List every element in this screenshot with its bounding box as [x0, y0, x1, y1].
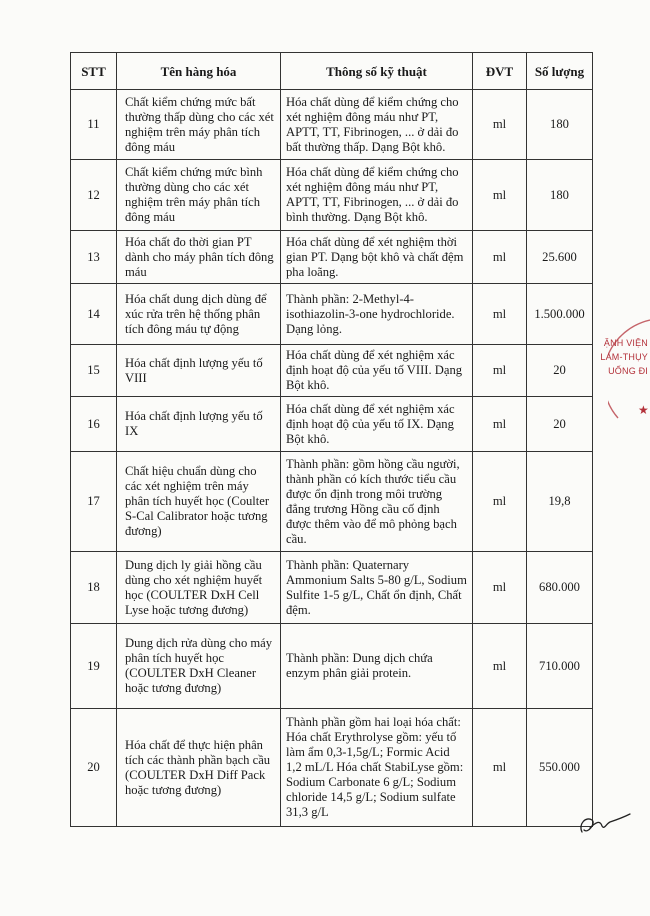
row-stt: 13	[71, 231, 117, 284]
table-row	[71, 452, 593, 552]
row-stt: 20	[71, 709, 117, 827]
stamp-text-line-3: UỐNG ĐI	[608, 366, 648, 376]
row-unit: ml	[473, 452, 527, 552]
row-spec: Hóa chất dùng để xét nghiệm xác định hoạt độ của yếu tố IX. Dạng Bột khô.	[281, 397, 473, 452]
row-qty: 550.000	[527, 709, 593, 827]
table-row	[71, 231, 593, 284]
row-spec: Thành phần: gồm hồng cầu người, thành phần có kích thước tiểu cầu được ổn định trong môi trường đẳng trương Hồng cầu cố định được thêm vào để mô phỏng bạch cầu.	[281, 452, 473, 552]
row-spec: Thành phần: 2-Methyl-4-isothiazolin-3-one hydrochloride. Dạng lỏng.	[281, 284, 473, 345]
table-row	[71, 397, 593, 452]
row-spec: Hóa chất dùng để kiểm chứng cho xét nghiệm đông máu như PT, APTT, TT, Fibrinogen, ... ở dải đo bất thường thấp. Dạng Bột khô.	[281, 90, 473, 160]
stamp-text-line-2: LAM-THỤY	[600, 352, 648, 362]
row-name: Hóa chất để thực hiện phân tích các thành phần bạch cầu (COULTER DxH Diff Pack hoặc tương đương)	[117, 709, 281, 827]
row-qty: 19,8	[527, 452, 593, 552]
row-unit: ml	[473, 624, 527, 709]
row-name: Chất kiểm chứng mức bình thường dùng cho các xét nghiệm trên máy phân tích đông máu	[117, 160, 281, 231]
row-spec: Thành phần: Dung dịch chứa enzym phân giải protein.	[281, 624, 473, 709]
row-stt: 17	[71, 452, 117, 552]
header-qty: Số lượng	[527, 53, 593, 90]
stamp-text-line-1: ẶNH VIỆN	[603, 338, 648, 348]
row-unit: ml	[473, 552, 527, 624]
svg-text:★: ★	[638, 403, 649, 417]
table-row	[71, 90, 593, 160]
header-stt: STT	[71, 53, 117, 90]
row-qty: 180	[527, 90, 593, 160]
row-name: Dung dịch ly giải hồng cầu dùng cho xét nghiệm huyết học (COULTER DxH Cell Lyse hoặc tương đương)	[117, 552, 281, 624]
row-spec: Hóa chất dùng để xét nghiệm xác định hoạt độ của yếu tố VIII. Dạng Bột khô.	[281, 345, 473, 397]
row-stt: 15	[71, 345, 117, 397]
row-unit: ml	[473, 709, 527, 827]
row-stt: 19	[71, 624, 117, 709]
row-spec: Hóa chất dùng để kiểm chứng cho xét nghiệm đông máu như PT, APTT, TT, Fibrinogen, ... ở dải đo bình thường. Dạng Bột khô.	[281, 160, 473, 231]
table-row	[71, 624, 593, 709]
row-unit: ml	[473, 284, 527, 345]
table-row	[71, 709, 593, 827]
row-qty: 20	[527, 345, 593, 397]
row-qty: 20	[527, 397, 593, 452]
row-spec: Thành phần gồm hai loại hóa chất: Hóa chất Erythrolyse gồm: yếu tố làm ẩm 0,3-1,5g/L; Formic Acid 1,2 mL/L Hóa chất StabiLyse gồm: Sodium Carbonate 6 g/L; Sodium chloride 14,5 g/L; Sodium sulfate 31,3 g/L	[281, 709, 473, 827]
row-name: Chất kiểm chứng mức bất thường thấp dùng cho các xét nghiệm trên máy phân tích đông máu	[117, 90, 281, 160]
row-qty: 25.600	[527, 231, 593, 284]
row-name: Hóa chất định lượng yếu tố IX	[117, 397, 281, 452]
row-stt: 18	[71, 552, 117, 624]
row-name: Chất hiệu chuẩn dùng cho các xét nghiệm trên máy phân tích huyết học (Coulter S-Cal Calibrator hoặc tương đương)	[117, 452, 281, 552]
row-spec: Thành phần: Quaternary Ammonium Salts 5-80 g/L, Sodium Sulfite 1-5 g/L, Chất ổn định, Chất đệm.	[281, 552, 473, 624]
row-unit: ml	[473, 90, 527, 160]
table-row	[71, 160, 593, 231]
row-spec: Hóa chất dùng để xét nghiệm thời gian PT. Dạng bột khô và chất đệm pha loãng.	[281, 231, 473, 284]
chemicals-table	[70, 52, 593, 827]
row-name: Dung dịch rửa dùng cho máy phân tích huyết học (COULTER DxH Cleaner hoặc tương đương)	[117, 624, 281, 709]
row-qty: 1.500.000	[527, 284, 593, 345]
header-unit: ĐVT	[473, 53, 527, 90]
row-stt: 11	[71, 90, 117, 160]
table-row	[71, 345, 593, 397]
row-name: Hóa chất dung dịch dùng để xúc rửa trên hệ thống phân tích đông máu tự động	[117, 284, 281, 345]
row-unit: ml	[473, 231, 527, 284]
row-name: Hóa chất định lượng yếu tố VIII	[117, 345, 281, 397]
hospital-stamp	[600, 318, 650, 428]
row-stt: 14	[71, 284, 117, 345]
row-qty: 680.000	[527, 552, 593, 624]
row-unit: ml	[473, 160, 527, 231]
row-qty: 710.000	[527, 624, 593, 709]
header-name: Tên hàng hóa	[117, 53, 281, 90]
row-stt: 12	[71, 160, 117, 231]
table-row	[71, 552, 593, 624]
row-name: Hóa chất đo thời gian PT dành cho máy phân tích đông máu	[117, 231, 281, 284]
handwritten-signature	[576, 810, 632, 840]
header-spec: Thông số kỹ thuật	[281, 53, 473, 90]
row-unit: ml	[473, 345, 527, 397]
table-row	[71, 284, 593, 345]
row-qty: 180	[527, 160, 593, 231]
row-unit: ml	[473, 397, 527, 452]
table-header-row	[71, 53, 593, 90]
row-stt: 16	[71, 397, 117, 452]
